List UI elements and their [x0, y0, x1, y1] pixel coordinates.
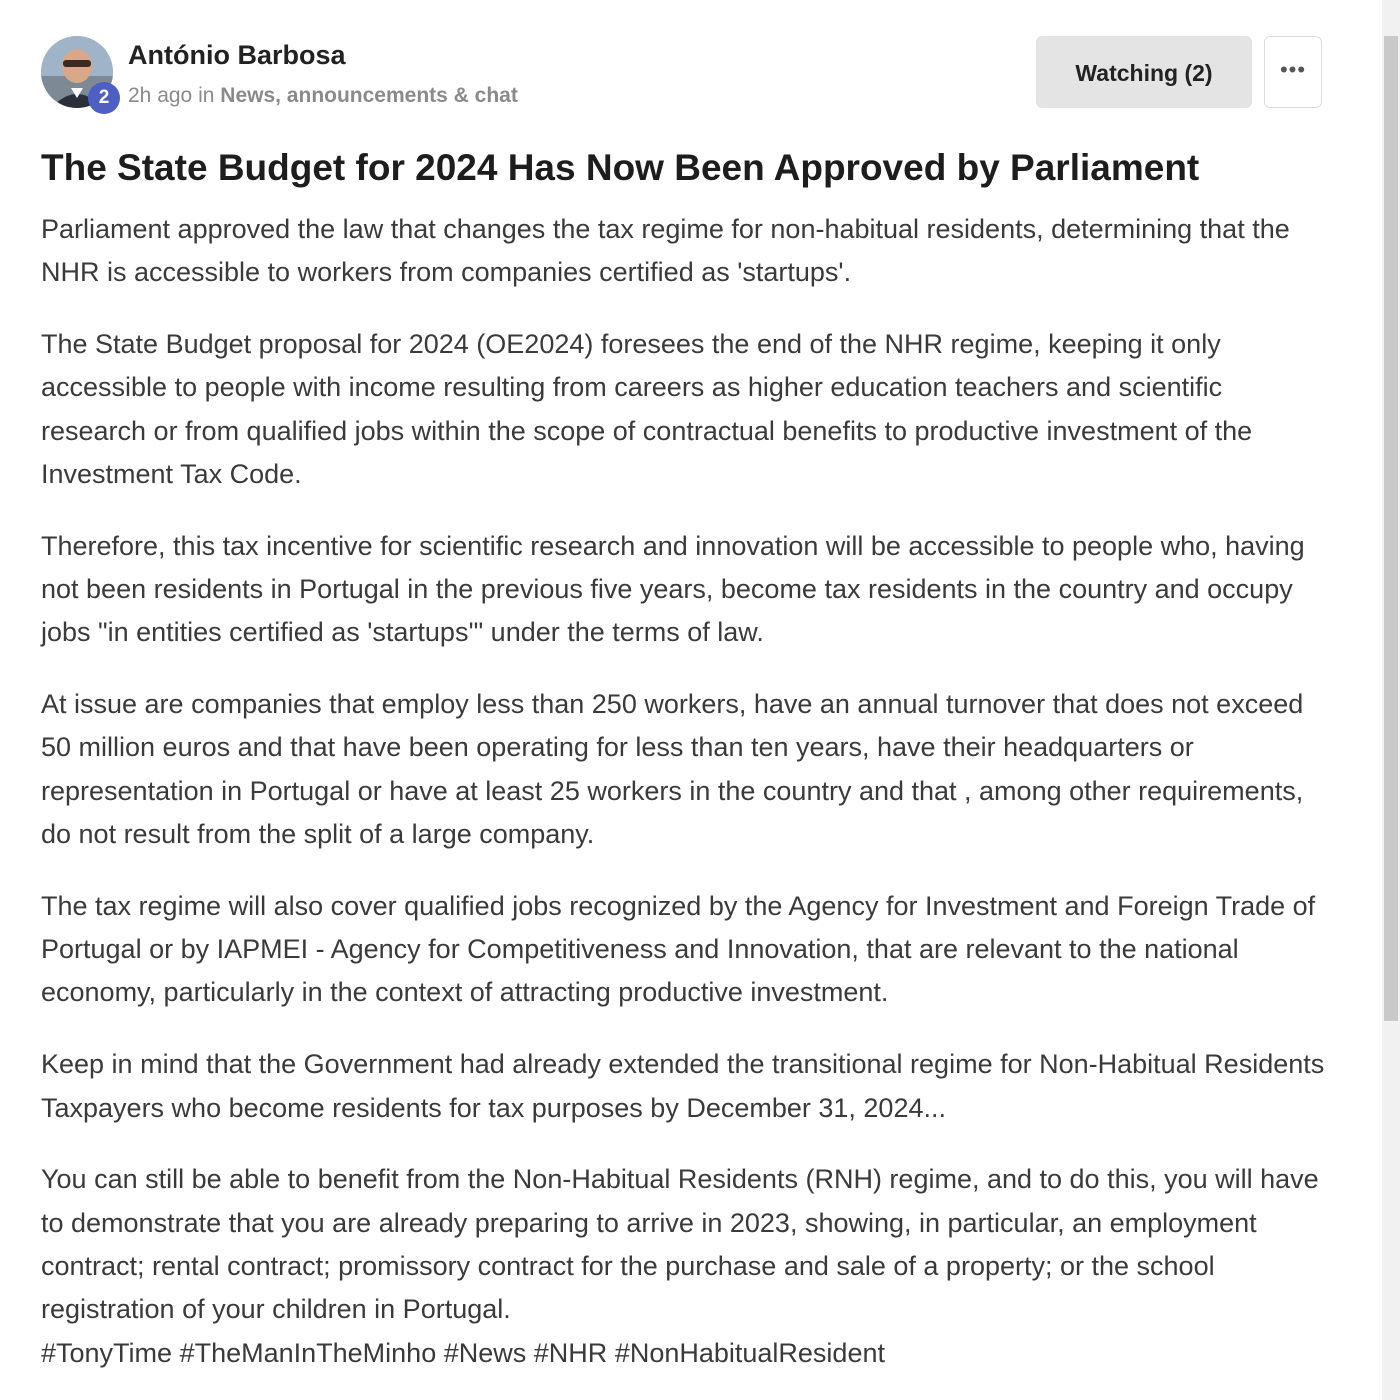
post-paragraph: At issue are companies that employ less than 250 workers, have an annual turnover that does not exceed 50 million euros and that have been operating for less than ten years, have their headquarters or representation in Portugal or have at least 25 workers in the country and that , among other requirements, do not result from the split of a large company. — [41, 689, 1304, 850]
post-paragraph: Therefore, this tax incentive for scientific research and innovation will be accessible to people who, having not been residents in Portugal in the previous five years, become tax residents in the country and occupy jobs "in entities certified as 'startups'" under the terms of law. — [41, 530, 1305, 648]
post-paragraph: The State Budget proposal for 2024 (OE2024) foresees the end of the NHR regime, keeping it only accessible to people with income resulting from careers as higher education teachers and scientific research or from qualified jobs within the scope of contractual benefits to productive investment of the Investment Tax Code. — [41, 329, 1253, 489]
author-name[interactable]: António Barbosa — [128, 40, 346, 70]
hashtag-link[interactable]: #TonyTime — [41, 1337, 173, 1368]
hashtag-link[interactable]: #News — [443, 1337, 527, 1368]
post-paragraph: Parliament approved the law that changes the tax regime for non-habitual residents, determining that the NHR is accessible to workers from companies certified as 'startups'. — [41, 214, 1290, 288]
post-title: The State Budget for 2024 Has Now Been Approved by Parliament — [41, 147, 1200, 188]
hashtag-link[interactable]: #TheManInTheMinho — [179, 1337, 437, 1368]
more-options-button[interactable] — [1264, 36, 1322, 108]
post-paragraph: The tax regime will also cover qualified jobs recognized by the Agency for Investment and Foreign Trade of Portugal or by IAPMEI - Agency for Competitiveness and Innovation, that are relevant to the national economy, particularly in the context of attracting productive investment. — [41, 890, 1316, 1008]
post-header — [41, 36, 1331, 112]
more-dots-icon: ••• — [1279, 57, 1307, 82]
scrollbar-thumb[interactable] — [1384, 36, 1398, 1021]
post-paragraph: Keep in mind that the Government had already extended the transitional regime for Non-Habitual Residents Taxpayers who become residents for tax purposes by December 31, 2024... — [41, 1049, 1325, 1123]
hashtag-link[interactable]: #NonHabitualResident — [614, 1337, 885, 1368]
post-time: 2h ago — [128, 84, 193, 107]
page-scrollbar[interactable] — [1382, 0, 1400, 1400]
hashtag-link[interactable]: #NHR — [533, 1337, 608, 1368]
author-level-badge: 2 — [88, 82, 120, 114]
post-meta-in: in — [198, 84, 215, 107]
post-meta — [128, 84, 518, 108]
post-body — [41, 208, 1326, 1375]
post-category-link[interactable]: News, announcements & chat — [220, 84, 518, 107]
post — [41, 36, 1331, 1375]
watching-button[interactable]: Watching (2) — [1036, 36, 1252, 108]
post-paragraph: You can still be able to benefit from the Non-Habitual Residents (RNH) regime, and to do this, you will have to demonstrate that you are already preparing to arrive in 2023, showing, in particular, an employment contract; rental contract; promissory contract for the purchase and sale of a property; or the school registration of your children in Portugal. — [41, 1164, 1319, 1325]
hashtag-list — [41, 1332, 1326, 1375]
